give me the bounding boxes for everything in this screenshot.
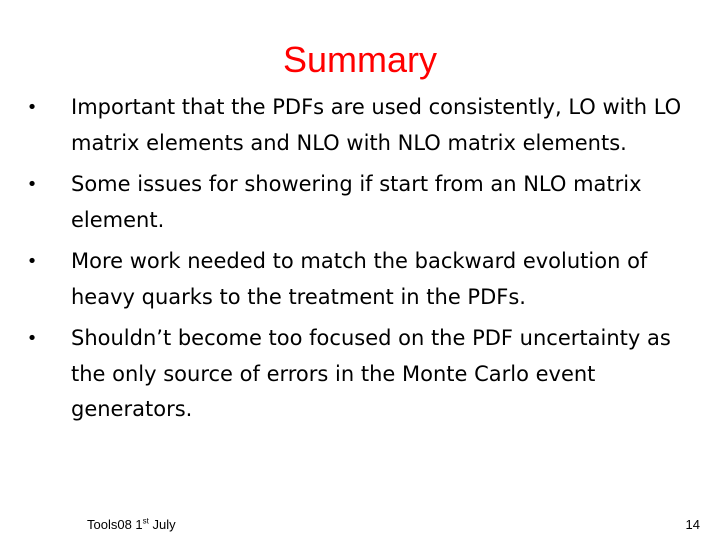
bullet-text: More work needed to match the backward evolution of heavy quarks to the treatment in the PDFs. [71, 249, 648, 309]
footer-event: Tools08 1 [87, 517, 143, 532]
slide-title-text: Summary [282, 39, 438, 80]
footer-month: July [148, 517, 176, 532]
bullet-dot-icon: • [26, 328, 38, 349]
bullet-text: Shouldn’t become too focused on the PDF uncertainty as the only source of errors in the Monte Carlo event generators. [71, 326, 671, 421]
bullet-text: Important that the PDFs are used consistently, LO with LO matrix elements and NLO with NLO matrix elements. [71, 95, 682, 155]
bullet-dot-icon: • [26, 251, 38, 272]
bullet-list [26, 90, 696, 434]
bullet-item [26, 167, 696, 238]
footer-superscript: st [142, 516, 149, 526]
bullet-text: Some issues for showering if start from an NLO matrix element. [71, 172, 642, 232]
bullet-item [26, 90, 696, 161]
bullet-item [26, 321, 696, 428]
bullet-dot-icon: • [26, 97, 38, 118]
slide-title [0, 38, 720, 82]
page-number: 14 [685, 517, 700, 532]
footer-event-label [87, 517, 176, 533]
bullet-item [26, 244, 696, 315]
bullet-dot-icon: • [26, 174, 38, 195]
